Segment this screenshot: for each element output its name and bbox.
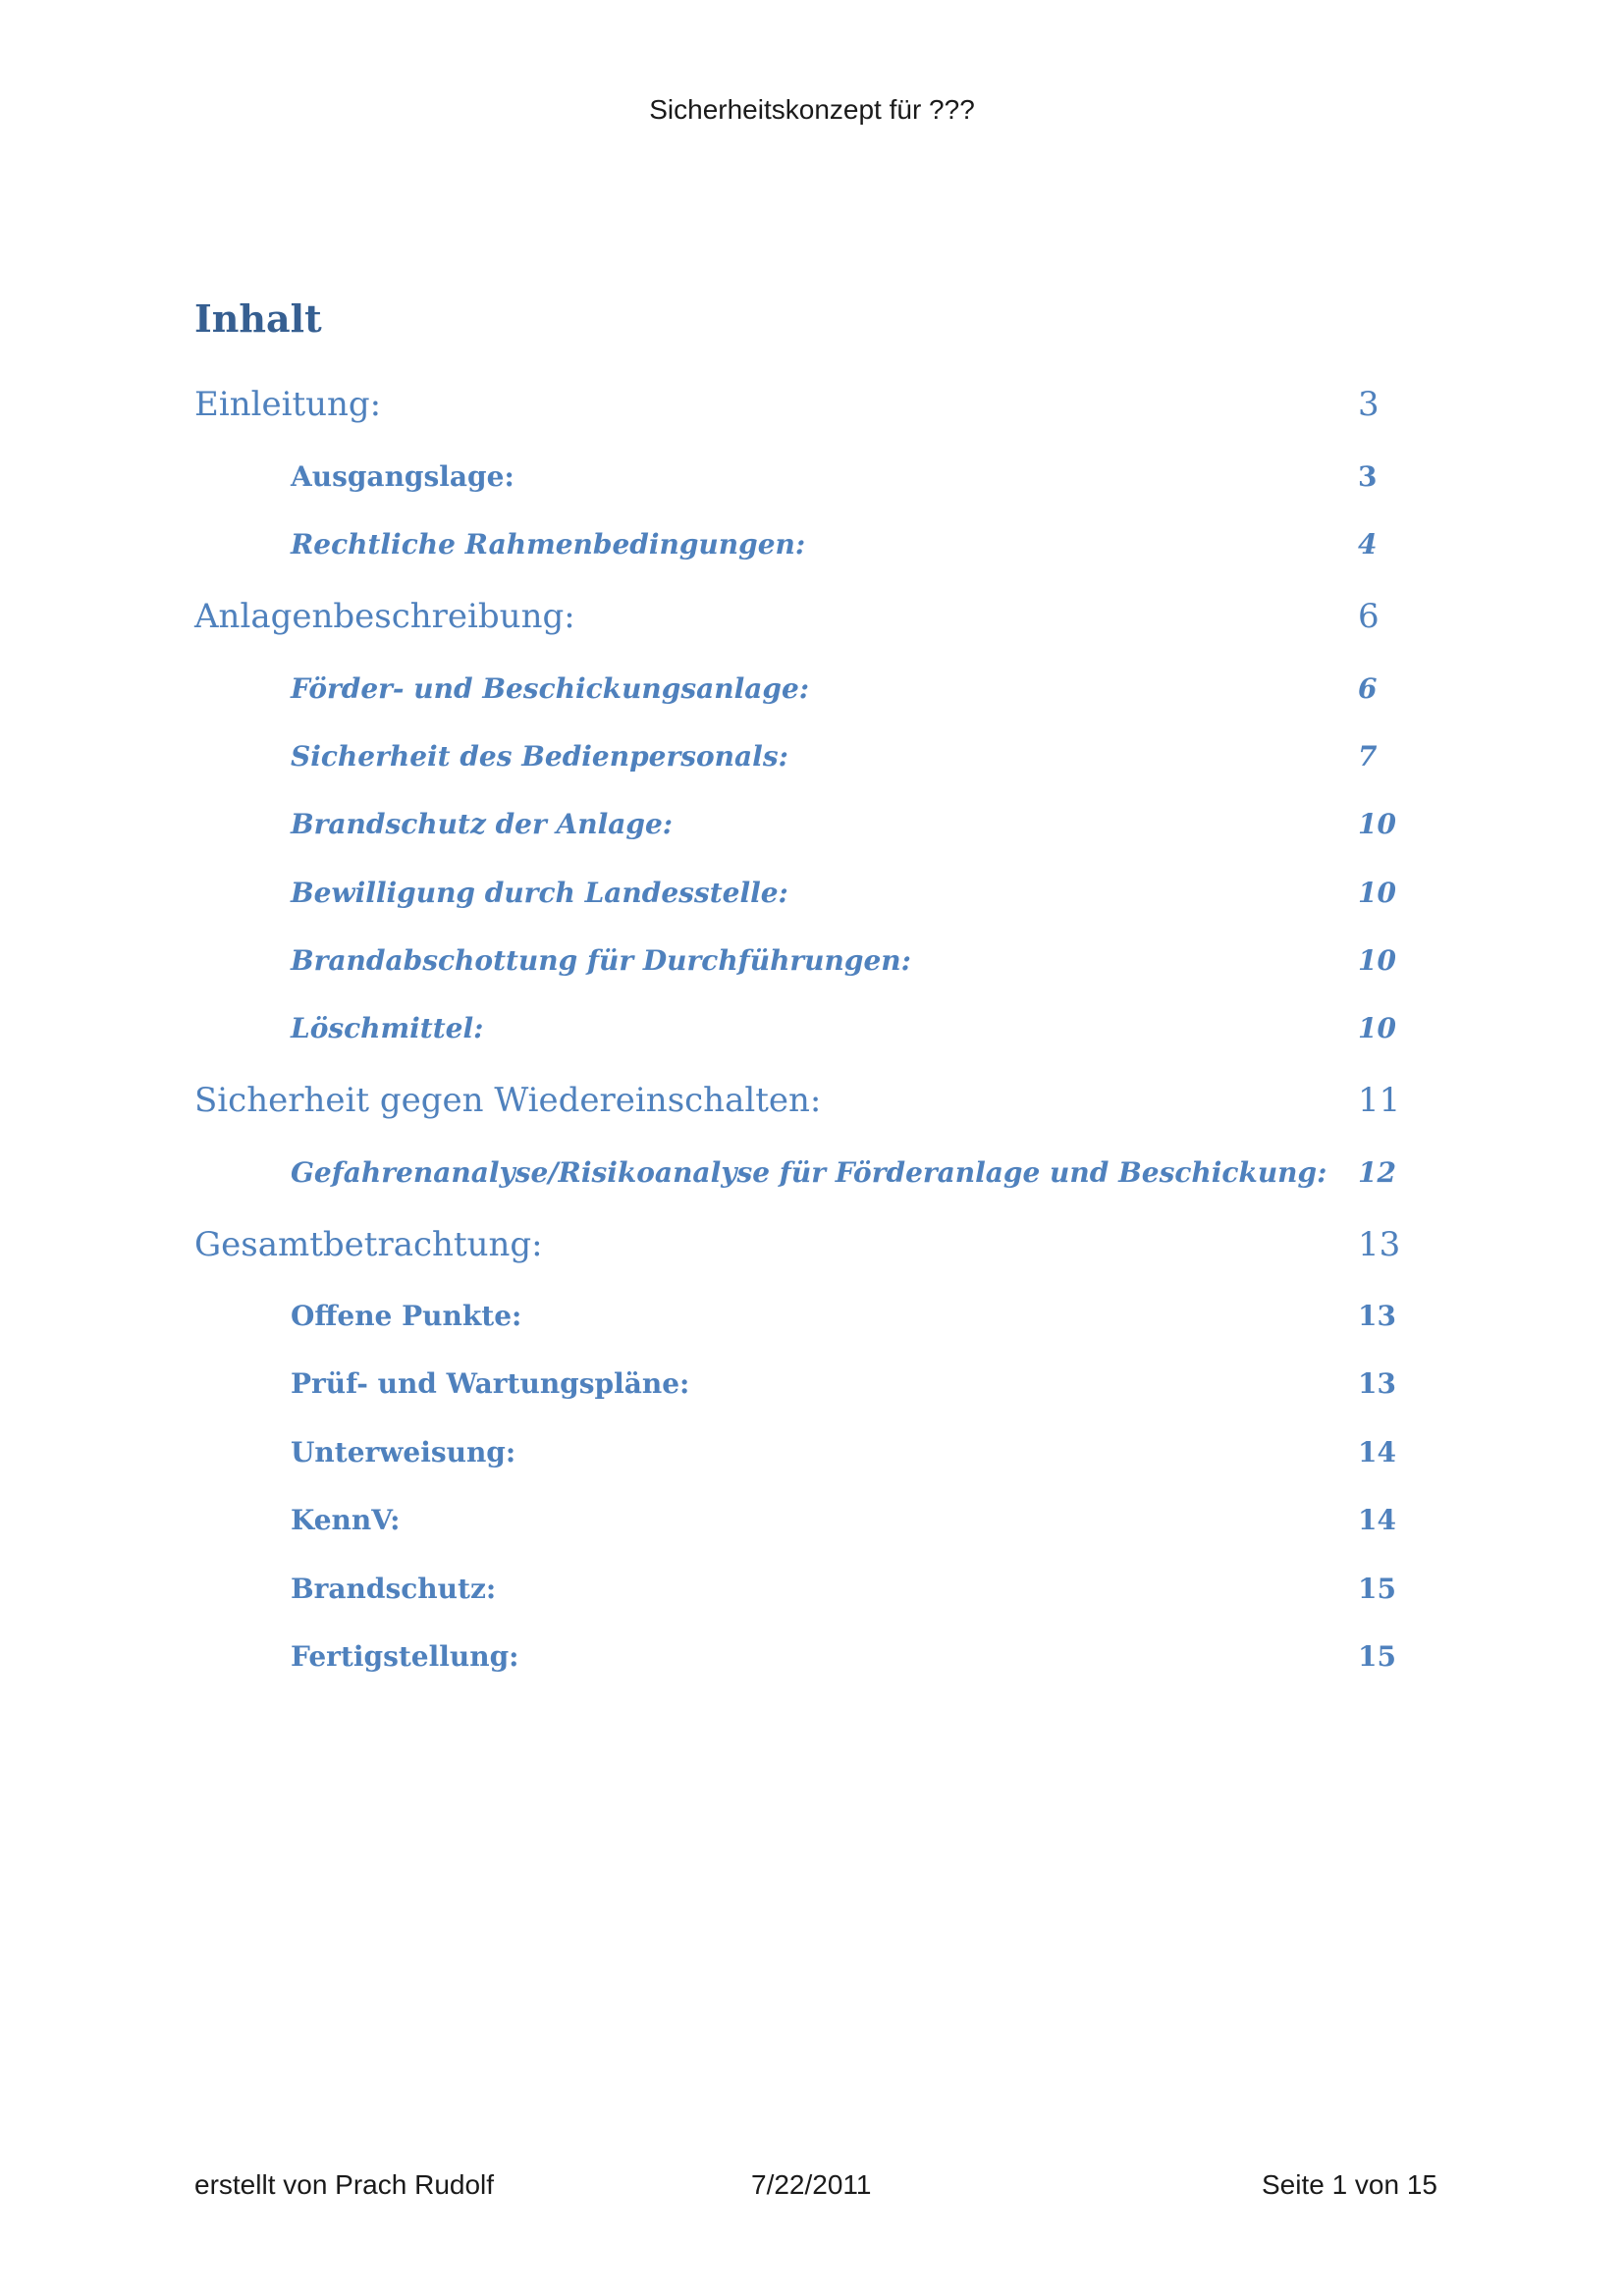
toc-entry-sicherheit-wiedereinschalten[interactable]	[0, 1076, 1624, 1125]
toc-entry-page: 6	[1358, 597, 1380, 636]
toc-entry-label: Offene Punkte:	[291, 1300, 522, 1332]
toc-entry-label: KennV:	[291, 1504, 401, 1536]
toc-entry-label: Sicherheit gegen Wiedereinschalten:	[194, 1081, 822, 1120]
toc-entry-page: 10	[1358, 808, 1396, 840]
toc-entry-rechtliche-rahmenbedingungen[interactable]	[0, 520, 1624, 569]
toc-entry-kennv[interactable]	[0, 1496, 1624, 1545]
toc-entry-page: 14	[1358, 1504, 1396, 1536]
page-footer	[0, 2169, 1624, 2209]
toc-entry-label: Prüf- und Wartungspläne:	[291, 1367, 690, 1400]
toc-entry-page: 3	[1358, 385, 1380, 424]
toc-entry-loeschmittel[interactable]	[0, 1004, 1624, 1053]
toc-entry-label: Unterweisung:	[291, 1436, 516, 1468]
toc-entry-page: 4	[1358, 528, 1378, 561]
toc-entry-offene-punkte[interactable]	[0, 1292, 1624, 1341]
toc-entry-pruef-wartungsplaene[interactable]	[0, 1360, 1624, 1409]
toc-entry-label: Gesamtbetrachtung:	[194, 1225, 543, 1264]
toc-entry-label: Brandschutz:	[291, 1573, 497, 1605]
toc-entry-ausgangslage[interactable]	[0, 453, 1624, 502]
toc-entry-brandabschottung[interactable]	[0, 936, 1624, 986]
toc-entry-gefahrenanalyse[interactable]	[0, 1148, 1624, 1198]
toc-entry-label: Löschmittel:	[291, 1012, 484, 1044]
page-header: Sicherheitskonzept für ???	[649, 94, 975, 125]
toc-entry-page: 10	[1358, 877, 1396, 909]
toc-entry-label: Bewilligung durch Landesstelle:	[291, 877, 788, 909]
toc-entry-einleitung[interactable]	[0, 380, 1624, 429]
toc-entry-page: 12	[1358, 1156, 1396, 1189]
toc-entry-bewilligung-landesstelle[interactable]	[0, 869, 1624, 918]
toc-entry-page: 11	[1358, 1081, 1401, 1120]
toc-entry-label: Fertigstellung:	[291, 1640, 519, 1673]
toc-entry-label: Gefahrenanalyse/Risikoanalyse für Förderanlage und Beschickung:	[291, 1156, 1327, 1189]
toc-entry-page: 13	[1358, 1225, 1401, 1264]
toc-entry-page: 10	[1358, 944, 1396, 977]
toc-entry-label: Förder- und Beschickungsanlage:	[291, 672, 810, 705]
toc-entry-foerder-beschickungsanlage[interactable]	[0, 665, 1624, 714]
toc-entry-label: Einleitung:	[194, 385, 382, 424]
toc-entry-label: Brandabschottung für Durchführungen:	[291, 944, 911, 977]
toc-entry-page: 15	[1358, 1640, 1396, 1673]
toc-entry-page: 13	[1358, 1300, 1396, 1332]
toc-entry-label: Anlagenbeschreibung:	[194, 597, 575, 636]
toc-heading: Inhalt	[194, 296, 322, 341]
toc-entry-page: 3	[1358, 460, 1378, 493]
toc-entry-brandschutz[interactable]	[0, 1565, 1624, 1614]
toc-entry-page: 10	[1358, 1012, 1396, 1044]
toc-entry-page: 7	[1358, 740, 1378, 773]
toc-entry-gesamtbetrachtung[interactable]	[0, 1220, 1624, 1269]
footer-author: erstellt von Prach Rudolf	[194, 2169, 495, 2200]
toc-entry-fertigstellung[interactable]	[0, 1632, 1624, 1682]
toc-entry-brandschutz-anlage[interactable]	[0, 800, 1624, 849]
toc-entry-page: 6	[1358, 672, 1378, 705]
toc-entry-unterweisung[interactable]	[0, 1428, 1624, 1477]
toc-entry-anlagenbeschreibung[interactable]	[0, 592, 1624, 641]
toc-entry-page: 15	[1358, 1573, 1396, 1605]
toc-entry-label: Sicherheit des Bedienpersonals:	[291, 740, 788, 773]
toc-entry-label: Rechtliche Rahmenbedingungen:	[291, 528, 806, 561]
toc-entry-sicherheit-bedienpersonal[interactable]	[0, 732, 1624, 781]
toc-entry-page: 13	[1358, 1367, 1396, 1400]
toc-entry-page: 14	[1358, 1436, 1396, 1468]
footer-date: 7/22/2011	[751, 2169, 872, 2200]
toc-entry-label: Brandschutz der Anlage:	[291, 808, 674, 840]
toc-entry-label: Ausgangslage:	[291, 460, 514, 493]
footer-page-info: Seite 1 von 15	[1261, 2169, 1437, 2200]
